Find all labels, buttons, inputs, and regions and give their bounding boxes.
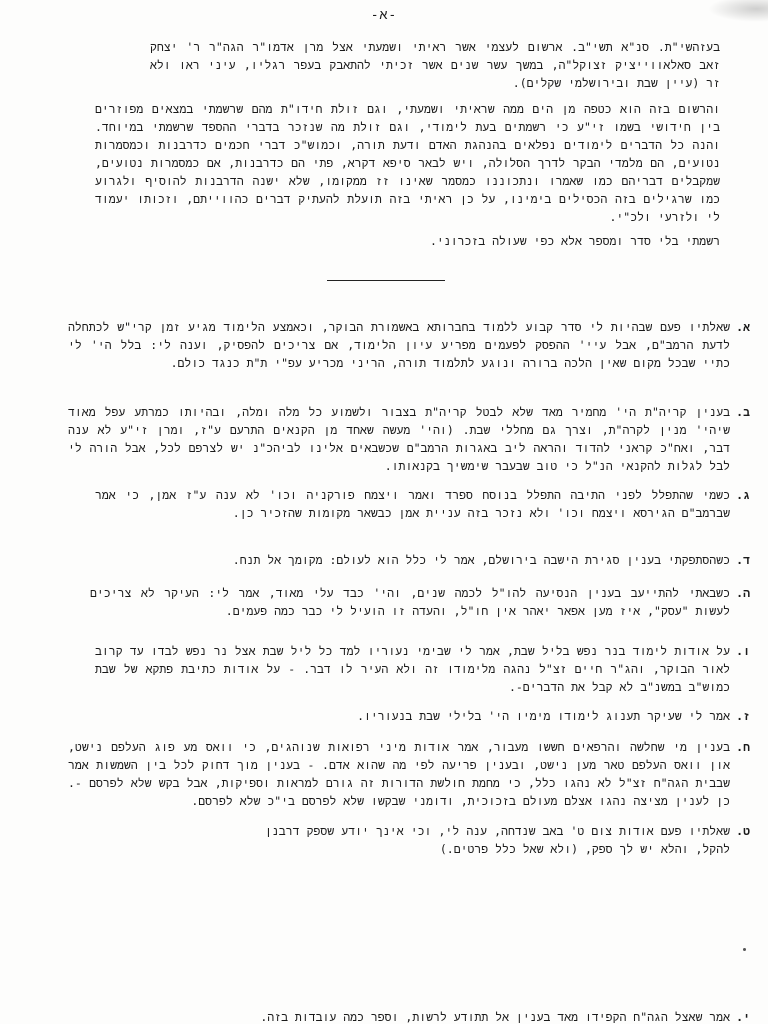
section-divider — [327, 280, 445, 281]
item-marker: ו. — [736, 644, 750, 658]
item-marker: ט. — [736, 824, 750, 838]
item-text: כשמי שהתפלל לפני התיבה התפלל בנוסח ספרד ואמר ויצמח פורקניה וכו' לא ענה ע"ז אמן, כי אמר שברמב"ם הגירסא ויצמח וכו' ולא נזכר בזה עניית אמן כבשאר מקומות שהזכיר כן. — [95, 488, 730, 520]
list-item-5 — [90, 584, 750, 620]
item-marker: ג. — [736, 488, 750, 502]
intro-text-3: רשמתי בלי סדר ומספר אלא כפי שעולה בזכרוני. — [429, 234, 720, 248]
item-marker: י. — [736, 1010, 750, 1024]
item-text: בענין קריה"ת הי' מחמיר מאד שלא לבטל קריה"ת בצבור ולשמוע כל מלה ומלה, ובהיותו כמרתע עפל מאוד שיהי' מנין לקרה"ת, וצרך גם מחללי שבת. (והי' מעשה שאחד מן הקנאים התרעם ע"ז, ומרן זי"ע לא ענה דבר, ואח"כ קראני להדוד והראה ליב באגרות הרמב"ם שכשבאים אלינו לביהכ"נ יש לצרפם לכל, אבל הורה לי לבל לגלות להקנאי הנ"ל כי טוב שבעבר שימשיך בקנאותו. — [68, 405, 730, 473]
scan-speck — [743, 948, 746, 951]
item-text: על אודות לימוד בנר נפש בליל שבת, אמר לי שבימי נעוריו למד כל ליל שבת אצל נר נפש לבדו עד קרוב לאור הבוקר, והג"ר חיים זצ"ל נהגה מלימודו זה ולא העיר לו דבר. - על אודות כתיבת פתקא של שבת כמוש"ב במשנ"ב לא קבל את הדברים-. — [95, 644, 730, 694]
list-item-6 — [95, 642, 750, 696]
item-marker: א. — [736, 320, 750, 334]
item-text: שאלתיו פעם אודות צום ט' באב שנדחה, ענה לי, וכי אינך יודע שספק דרבנן להקל, והלא יש לך ספק, (ולא שאל כלל פרטים.) — [265, 824, 730, 856]
list-item-9 — [265, 822, 750, 858]
item-text: כשבאתי להתייעב בענין הנסיעה להו"ל לכמה שנים, והי' כבד עלי מאוד, אמר לי: העיקר לא צריכים לעשות "עסק", איז מען אפאר יאהר אין חו"ל, והעדה זו הועיל לי כבר כמה פעמים. — [90, 586, 730, 618]
item-marker: ד. — [736, 553, 750, 567]
intro-paragraph-1 — [150, 38, 720, 92]
intro-text-2: והרשום בזה הוא כטפה מן הים ממה שראיתי ושמעתי, וגם זולת חידו"ת מהם שרשמתי במצאים מפוזרים בין חידושי בשמו זי"ע כי רשמתים בעת לימודי, וגם זולת מה שנזכר בדברי ההספד שרשמתי במיוחד. והנה כל הדברים לימודים נפלאים בהנהגת האדם ודעת תורה, וכמוש"כ דברי חכמים כדרבנות וכמסמרות נטועים, הם מלמדי הבקר לדרך הסלולה, ויש לבאר סיפא דקרא, פתי הם כדרבנות, אם כמסמרות נטועים, שמקבלים דבריהם כמו שאמרו ונתכוננו כמסמר שאינו זז ממקומו, שלא ישנה הדרבנות להוסיף ולגרוע כמו שרגילים בזה הכסילים בימינו, על כן ראיתי בזה תועלת להעתיק דברים כהווייתם, וזכותו יעמוד לי ולזרעי ולכ"י. — [95, 102, 720, 224]
item-marker: ה. — [736, 586, 750, 600]
item-marker: ב. — [736, 405, 750, 419]
item-text: אמר שאצל הגה"ח הקפידו מאד בענין אל תתודע לרשות, וספר כמה עובדות בזה. — [260, 1010, 730, 1024]
intro-paragraph-2 — [95, 100, 720, 226]
list-item-10 — [120, 1008, 750, 1024]
list-item-3 — [95, 486, 750, 522]
list-item-1 — [68, 318, 750, 372]
list-item-7 — [270, 707, 750, 725]
list-item-4 — [200, 551, 750, 569]
item-text: כשהסתפקתי בענין סגירת הישבה בירושלם, אמר לי כלל הוא לעולם: מקומך אל תנח. — [232, 553, 730, 567]
intro-paragraph-3 — [330, 232, 720, 250]
item-text: שאלתיו פעם שבהיות לי סדר קבוע ללמוד בחברותא באשמורת הבוקר, וכאמצע הלימוד מגיע זמן קרי"ש לכתחלה לדעת הרמב"ם, אבל עיי' ההפסק לפעמים מפריע עיון הלימוד, אם צריכים להפסיק, וענה לי: בלל הי' לי כתיי שבכל מקום שאין הלכה ברורה ונוגע לתלמוד תורה, הריני מכריע עפ"י ת"ת כנגד כולם. — [68, 320, 730, 370]
intro-text-1: בעזהשי"ת. סנ"א תשי"ב. ארשום לעצמי אשר ראיתי ושמעתי אצל מרן אדמו"ר הגה"ר ר' יצחק זאב סאלאווייציק זצוקל"ה, במשך עשר שנים אשר זכיתי להתאבק בעפר רגליו, עיני ראו ולא זר (עיין שבת ובירושלמי שקלים). — [150, 40, 720, 90]
list-item-2 — [68, 403, 750, 475]
item-text: אמר לי שעיקר תענוג לימודו מימיו הי' בלילי שבת בנעוריו. — [357, 709, 730, 723]
item-marker: ז. — [736, 709, 750, 723]
item-text: בענין מי שחלשה והרפאים חששו מעבור, אמר אודות מיני רפואות שנוהגים, כי וואס מע פוג העלפם נישט, און וואס העלפם טאר מען נישט, ובענין פריעה לפי מה שהוא אדם. - בענין מוך דחוק לכל בין השמשות אמר שבבית הגה"ח זצ"ל לא נהגו כלל, כי מחמת חולשת הדורות זה גורם למראות וספיקות, אבל בקש שלא לפרסם -. כן לענין מציצה נהגו אצלם מעולם בזכוכית, ודומני שבקשו שלא לפרסם בי"כ שלא לפרסם. — [68, 740, 730, 808]
page-number: -א- — [370, 8, 398, 23]
item-marker: ח. — [736, 740, 750, 754]
list-item-8 — [68, 738, 750, 810]
